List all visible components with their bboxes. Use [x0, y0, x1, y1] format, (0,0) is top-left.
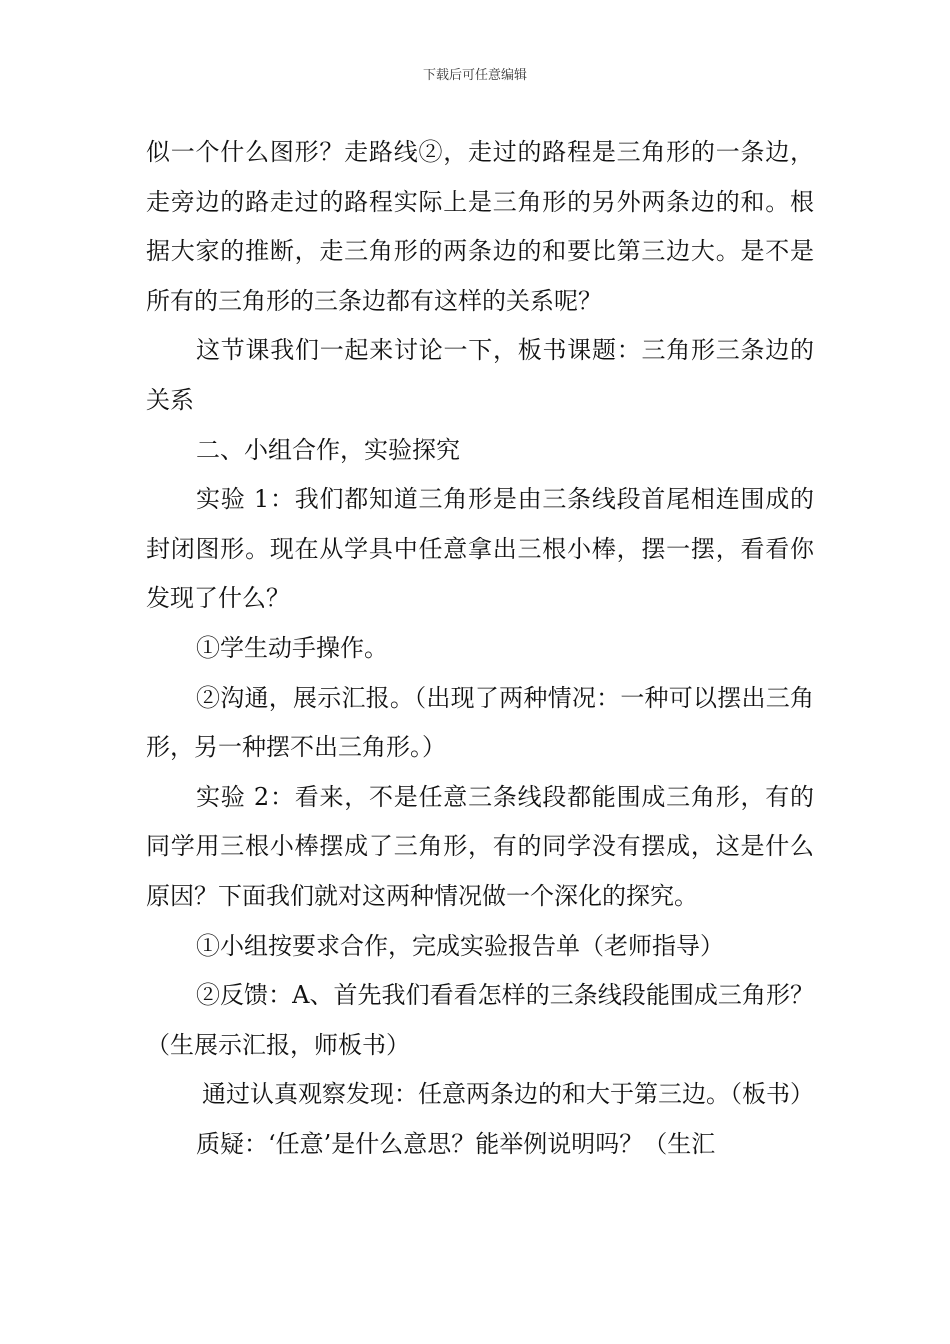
paragraph-feedback: ②反馈：A、首先我们看看怎样的三条线段能围成三角形？（生展示汇报，师板书） [146, 981, 814, 1059]
paragraph-experiment-1: 实验 1：我们都知道三角形是由三条线段首尾相连围成的封闭图形。现在从学具中任意拿出三根小棒，摆一摆，看看你发现了什么？ [146, 485, 814, 613]
section-heading: 二、小组合作，实验探究 [196, 435, 460, 464]
page-header: 下载后可任意编辑 [422, 68, 527, 83]
paragraph-step-3: ①小组按要求合作，完成实验报告单（老师指导） [196, 931, 724, 960]
paragraph-step-1: ①学生动手操作。 [196, 633, 388, 662]
paragraph-2: 这节课我们一起来讨论一下，板书课题：三角形三条边的关系 [146, 336, 814, 414]
paragraph-experiment-2: 实验 2：看来，不是任意三条线段都能围成三角形，有的同学用三根小棒摆成了三角形，有的同学没有摆成，这是什么原因？下面我们就对这两种情况做一个深化的探究。 [146, 782, 814, 910]
paragraph-question: 质疑：‘任意’是什么意思？能举例说明吗？（生汇 [196, 1129, 716, 1158]
paragraph-step-2: ②沟通，展示汇报。（出现了两种情况：一种可以摆出三角形，另一种摆不出三角形。） [146, 683, 814, 762]
paragraph-1: 似一个什么图形？走路线②，走过的路程是三角形的一条边，走旁边的路走过的路程实际上是三角形的另外两条边的和。根据大家的推断，走三角形的两条边的和要比第三边大。是不是所有的三角形的三条边都有这样的关系呢？ [146, 138, 814, 315]
document-body [146, 128, 814, 1169]
paragraph-conclusion: 通过认真观察发现：任意两条边的和大于第三边。（板书） [202, 1080, 814, 1109]
